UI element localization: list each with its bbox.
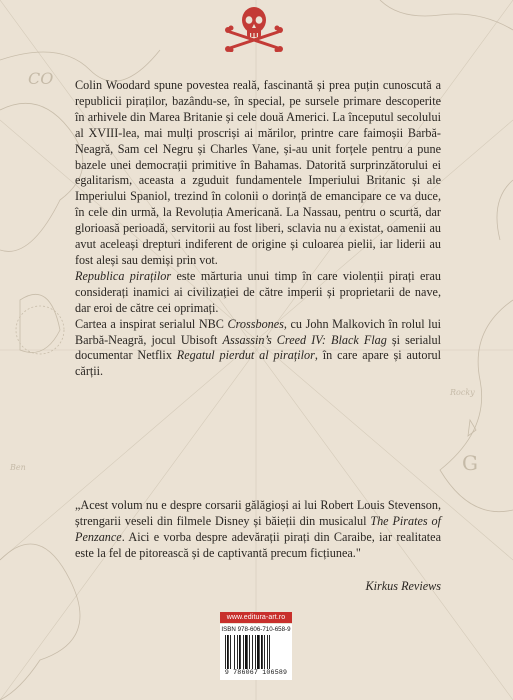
publisher-website: www.editura-art.ro <box>220 612 292 623</box>
svg-text:G: G <box>462 451 478 475</box>
barcode-bars <box>225 635 287 669</box>
review-quote: „Acest volum nu e despre corsarii gălăgioși ai lui Robert Louis Stevenson, ștrengarii veseli din filmele Disney și băieții din musicalul The Pirates of Penzance. Aici e vorba despre adevărații pirați din Caraibe, iar realitatea este la fel de pitorească și de captivantă precum ficțiunea." <box>75 498 441 560</box>
svg-text:CO: CO <box>28 69 54 88</box>
svg-text:Ben: Ben <box>10 463 26 472</box>
svg-text:Rocky: Rocky <box>450 388 475 397</box>
blurb-paragraph-2: Republica piraților este mărturia unui timp în care violenții pirați erau considerați inamici ai civilizației de către imperii și proprietarii de nave, dar eroi de către cei oprimați. <box>75 268 441 315</box>
blurb-body <box>75 78 441 380</box>
barcode-box <box>220 624 292 680</box>
barcode-digits: 9 786067 106589 <box>224 669 288 676</box>
blurb-paragraph-1: Colin Woodard spune povestea reală, fascinantă și prea puțin cunoscută a republicii piraților, bazându-se, în special, pe sursele primare descoperite în arhivele din Marea Britanie și cele două Americi. La începutul secolului al XVIII-lea, mai mulți proscriși ai mărilor, printre care faimoșii Barbă-Neagră, Sam cel Negru și Charles Vane, și-au unit forțele pentru a pune bazele unei democrații primitive în Bahamas. Datorită surprinzătorului ei egalitarism, aceasta a zguduit fundamentele Imperiului Britanic și ale Imperiului Spaniol, trezind în colonii o dorință de emancipare ce va duce, în cele din urmă, la Revoluția Americană. La Nassau, pentru o scurtă, dar glorioasă perioadă, servitorii au fost liberi, sclavia nu a existat, oamenii au avut aceleași drepturi indiferent de origine și culoarea pielii, iar liderii au fost aleși sau demiși prin vot. <box>75 78 441 267</box>
review-attribution: Kirkus Reviews <box>365 579 441 593</box>
isbn-label: ISBN 978-606-710-658-9 <box>221 626 291 633</box>
skull-and-crossbones-icon <box>222 2 286 52</box>
blurb-paragraph-3: Cartea a inspirat serialul NBC Crossbones, cu John Malkovich în rolul lui Barbă-Neagră, jocul Ubisoft Assassin’s Creed IV: Black Flag și serialul documentar Netflix Regatul pierdut al piraților, în care apare și autorul cărții. <box>75 316 441 379</box>
